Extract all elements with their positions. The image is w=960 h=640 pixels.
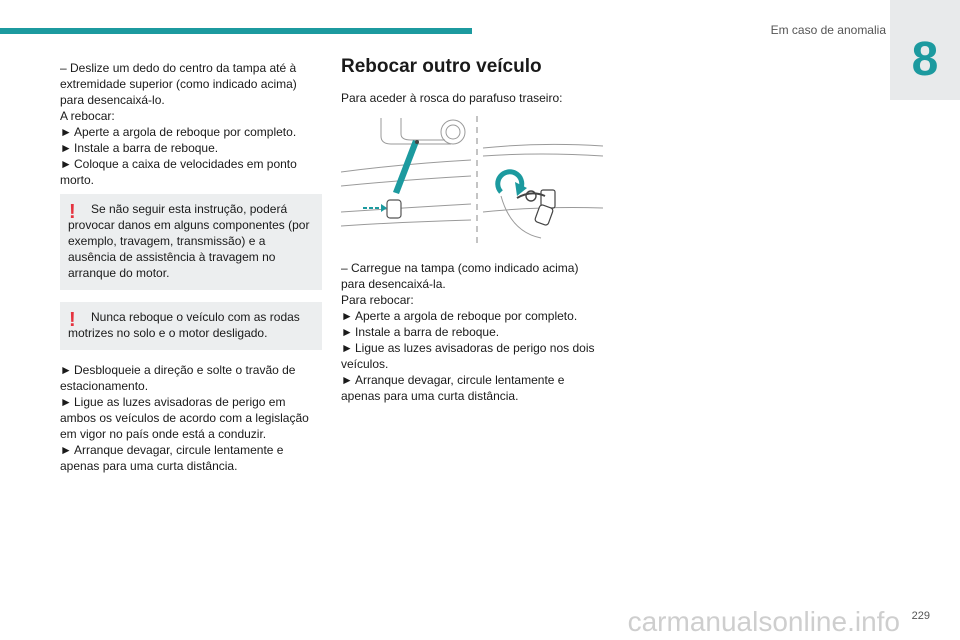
watermark: carmanualsonline.info	[627, 606, 900, 637]
tow-cover-icon	[363, 200, 401, 218]
warning-icon: !	[69, 201, 76, 223]
step-text: Aperte a argola de reboque por completo.	[355, 309, 578, 323]
right-subtitle: Para aceder à rosca do parafuso traseiro:	[341, 91, 563, 105]
step-text: Arranque devagar, circule lentamente e apenas para uma curta distância.	[341, 373, 565, 403]
step-arrow-icon: ►	[341, 325, 353, 339]
right-intro: – Carregue na tampa (como indicado acima) para desencaixá-la.	[341, 261, 579, 291]
chapter-tab	[890, 0, 960, 100]
step-text: Desbloqueie a direção e solte o travão de estacionamento.	[60, 363, 296, 393]
step-item	[341, 308, 605, 324]
step-text: Ligue as luzes avisadoras de perigo em ambos os veículos de acordo com a legislação em vigor no país onde está a conduzir.	[60, 395, 309, 441]
left-intro: – Deslize um dedo do centro da tampa até à extremidade superior (como indicado acima) para desencaixá-lo.	[60, 61, 297, 107]
step-arrow-icon: ►	[60, 363, 72, 377]
step-arrow-icon: ►	[341, 373, 353, 387]
chapter-number: 8	[911, 33, 939, 86]
step-text: Instale a barra de reboque.	[355, 325, 500, 339]
section-header: Em caso de anomalia	[770, 23, 886, 37]
step-arrow-icon: ►	[60, 395, 72, 409]
step-item	[60, 442, 322, 474]
top-accent-bar	[0, 28, 472, 34]
warning-box	[60, 302, 322, 350]
rotate-arrow-icon	[498, 172, 527, 196]
step-item	[60, 394, 322, 442]
towing-illustration	[341, 112, 603, 248]
warning-box	[60, 194, 322, 290]
step-arrow-icon: ►	[60, 141, 72, 155]
warning-text: Nunca reboque o veículo com as rodas motrizes no solo e o motor desligado.	[68, 310, 300, 340]
step-item	[60, 156, 322, 188]
section-title: Rebocar outro veículo	[341, 56, 542, 77]
step-text: Coloque a caixa de velocidades em ponto morto.	[60, 157, 297, 187]
step-item	[341, 340, 605, 372]
step-arrow-icon: ►	[60, 443, 72, 457]
step-text: Ligue as luzes avisadoras de perigo nos dois veículos.	[341, 341, 595, 371]
step-arrow-icon: ►	[341, 341, 353, 355]
step-arrow-icon: ►	[341, 309, 353, 323]
step-text: Arranque devagar, circule lentamente e apenas para uma curta distância.	[60, 443, 284, 473]
step-item	[60, 124, 322, 140]
right-towing-label: Para rebocar:	[341, 293, 414, 307]
pointer-arrow-icon	[393, 140, 419, 194]
step-arrow-icon: ►	[60, 125, 72, 139]
step-text: Aperte a argola de reboque por completo.	[74, 125, 297, 139]
left-column	[60, 60, 322, 474]
warning-icon: !	[69, 309, 76, 331]
step-item	[60, 140, 322, 156]
page-number: 229	[911, 610, 930, 622]
step-item	[341, 324, 605, 340]
left-towing-label: A rebocar:	[60, 109, 115, 123]
warning-text: Se não seguir esta instrução, poderá provocar danos em alguns componentes (por exemplo, travagem, transmissão) e a ausência de assistência à travagem no arranque do motor.	[68, 202, 310, 280]
step-text: Instale a barra de reboque.	[74, 141, 219, 155]
right-column	[341, 56, 605, 404]
step-arrow-icon: ►	[60, 157, 72, 171]
step-item	[60, 362, 322, 394]
step-item	[341, 372, 605, 404]
